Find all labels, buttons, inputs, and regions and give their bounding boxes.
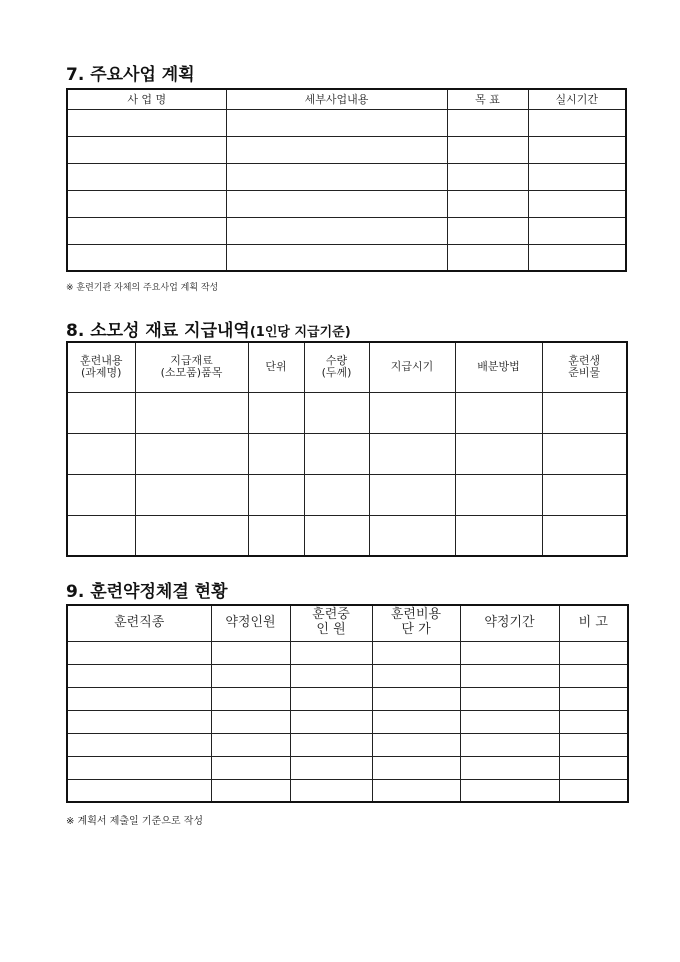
table-cell (67, 392, 135, 433)
table-cell (211, 779, 290, 802)
table-cell (290, 779, 372, 802)
table-cell (455, 392, 542, 433)
table-cell (460, 641, 559, 664)
table-cell (304, 392, 369, 433)
table-cell (528, 244, 626, 271)
header-line: 훈련직종 (114, 614, 165, 630)
table-cell (226, 136, 447, 163)
header-line: 배분방법 (477, 359, 520, 373)
table-cell (135, 392, 248, 433)
table-cell (559, 756, 628, 779)
table-row (67, 641, 628, 664)
table-cell (528, 109, 626, 136)
table-row (67, 392, 627, 433)
header-line: 약정기간 (484, 614, 535, 630)
table-cell (528, 190, 626, 217)
table-cell (460, 687, 559, 710)
header-line: 약정인원 (225, 614, 276, 630)
table-cell (460, 710, 559, 733)
table-cell (67, 136, 226, 163)
header-line: (소모품)품목 (160, 366, 223, 380)
table-cell (67, 217, 226, 244)
table-cell (559, 687, 628, 710)
table-row (67, 515, 627, 556)
header-line: 지급재료 (170, 353, 213, 367)
table-cell (135, 474, 248, 515)
table-cell (248, 433, 304, 474)
section-9-table (66, 604, 629, 803)
table-cell (559, 733, 628, 756)
table-cell (290, 733, 372, 756)
table-row (67, 217, 626, 244)
table-cell (67, 244, 226, 271)
table-cell (559, 641, 628, 664)
table-row (67, 687, 628, 710)
table-cell (559, 710, 628, 733)
header-line: 단 가 (401, 622, 431, 638)
section-7-title: 7. 주요사업 계획 (66, 65, 195, 85)
table-header (559, 605, 628, 641)
table-cell (135, 515, 248, 556)
table-cell (304, 515, 369, 556)
table-cell (559, 779, 628, 802)
header-line: 인 원 (316, 622, 346, 638)
header-line: 훈련중 (312, 607, 350, 623)
table-cell (211, 756, 290, 779)
table-row (67, 244, 626, 271)
table-cell (67, 474, 135, 515)
table-cell (372, 779, 460, 802)
table-row (67, 733, 628, 756)
table-cell (372, 687, 460, 710)
table-cell (67, 515, 135, 556)
header-line: 지급시기 (390, 359, 434, 373)
table-cell (67, 779, 211, 802)
table-header: 실시기간 (528, 89, 626, 109)
table-cell (447, 109, 528, 136)
table-header (135, 342, 248, 392)
table-row (67, 109, 626, 136)
table-header (460, 605, 559, 641)
table-cell (67, 733, 211, 756)
table-header (211, 605, 290, 641)
table-cell (211, 687, 290, 710)
table-cell (67, 190, 226, 217)
table-cell (447, 163, 528, 190)
table-row (67, 136, 626, 163)
section-8-title-sub: (1인당 지급기준) (249, 325, 351, 340)
table-cell (559, 664, 628, 687)
table-header (542, 342, 627, 392)
table-cell (248, 474, 304, 515)
table-row (67, 474, 627, 515)
table-cell (542, 474, 627, 515)
table-cell (304, 433, 369, 474)
section-7-table (66, 88, 627, 272)
table-header: 목 표 (447, 89, 528, 109)
table-cell (290, 641, 372, 664)
table-cell (290, 664, 372, 687)
table-cell (67, 664, 211, 687)
table-cell (447, 244, 528, 271)
table-cell (226, 244, 447, 271)
table-cell (460, 733, 559, 756)
table-cell (460, 664, 559, 687)
table-cell (369, 474, 455, 515)
table-header (290, 605, 372, 641)
table-cell (460, 779, 559, 802)
table-cell (211, 710, 290, 733)
header-line: 수량 (325, 353, 348, 367)
table-cell (528, 163, 626, 190)
table-cell (67, 109, 226, 136)
header-line: (두께) (321, 366, 352, 380)
section-8-title (66, 316, 351, 341)
table-cell (455, 474, 542, 515)
table-header (248, 342, 304, 392)
table-header (369, 342, 455, 392)
table-cell (528, 136, 626, 163)
table-header (304, 342, 369, 392)
table-cell (369, 433, 455, 474)
table-cell (372, 733, 460, 756)
table-cell (542, 433, 627, 474)
table-cell (211, 641, 290, 664)
table-cell (542, 392, 627, 433)
table-cell (226, 163, 447, 190)
table-cell (248, 392, 304, 433)
table-row (67, 433, 627, 474)
section-8-title-main: 8. 소모성 재료 지급내역 (66, 321, 250, 341)
table-cell (248, 515, 304, 556)
table-row (67, 710, 628, 733)
table-cell (226, 217, 447, 244)
table-row (67, 756, 628, 779)
table-header (372, 605, 460, 641)
table-cell (211, 733, 290, 756)
header-line: (과제명) (81, 366, 122, 380)
table-row (67, 664, 628, 687)
table-cell (226, 109, 447, 136)
table-cell (290, 687, 372, 710)
table-row (67, 163, 626, 190)
table-cell (528, 217, 626, 244)
section-9-note: ※ 계획서 제출일 기준으로 작성 (66, 816, 204, 827)
table-cell (67, 756, 211, 779)
table-cell (226, 190, 447, 217)
table-header: 사 업 명 (67, 89, 226, 109)
table-row (67, 779, 628, 802)
table-cell (135, 433, 248, 474)
table-cell (372, 756, 460, 779)
table-cell (67, 163, 226, 190)
table-cell (372, 710, 460, 733)
header-line: 비 고 (578, 614, 608, 630)
table-cell (372, 641, 460, 664)
table-header (67, 605, 211, 641)
table-header (67, 342, 135, 392)
table-cell (67, 710, 211, 733)
table-cell (372, 664, 460, 687)
header-line: 훈련내용 (79, 353, 123, 367)
table-cell (455, 433, 542, 474)
table-header (455, 342, 542, 392)
table-cell (447, 217, 528, 244)
table-cell (290, 756, 372, 779)
table-cell (455, 515, 542, 556)
table-header: 세부사업내용 (226, 89, 447, 109)
header-line: 단위 (265, 359, 287, 373)
section-8-table (66, 341, 628, 557)
table-cell (67, 687, 211, 710)
table-cell (447, 190, 528, 217)
table-cell (460, 756, 559, 779)
header-line: 훈련비용 (390, 607, 442, 623)
table-cell (290, 710, 372, 733)
table-cell (369, 515, 455, 556)
section-7-note: ※ 훈련기관 자체의 주요사업 계획 작성 (66, 283, 219, 293)
header-line: 준비물 (568, 366, 601, 380)
table-cell (67, 433, 135, 474)
table-cell (447, 136, 528, 163)
table-cell (542, 515, 627, 556)
table-cell (67, 641, 211, 664)
section-9-title: 9. 훈련약정체결 현황 (66, 582, 228, 602)
table-cell (369, 392, 455, 433)
table-cell (211, 664, 290, 687)
table-row (67, 190, 626, 217)
header-line: 훈련생 (568, 353, 601, 367)
table-cell (304, 474, 369, 515)
